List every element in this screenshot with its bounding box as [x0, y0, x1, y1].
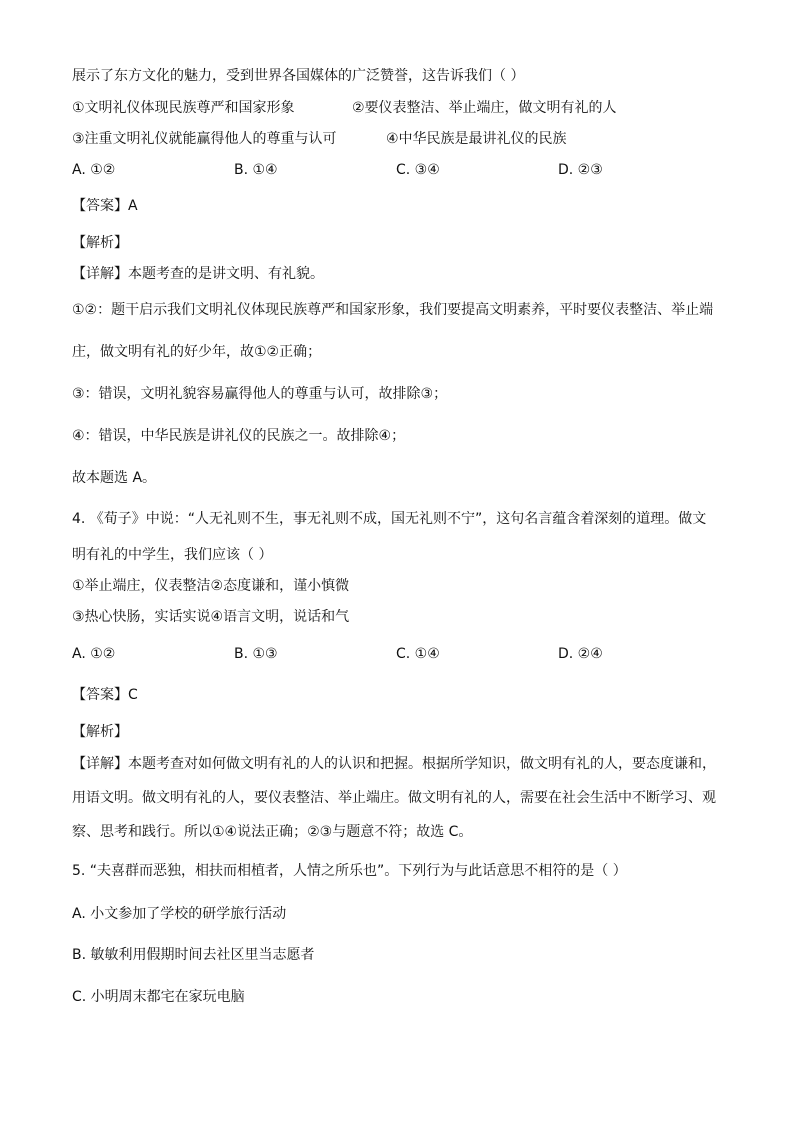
q3-option-c: C. ③④ [396, 162, 440, 178]
q4-answer: 【答案】C [72, 687, 138, 703]
q3-statement-4: ④中华民族是最讲礼仪的民族 [386, 131, 567, 147]
q5-stem: 5. “夫喜群而恶独，相扶而相植者，人情之所乐也”。下列行为与此话意思不相符的是（ ） [72, 863, 627, 879]
q3-statement-2: ②要仪表整洁、举止端庄，做文明有礼的人 [352, 100, 617, 116]
q3-statement-3: ③注重文明礼仪就能赢得他人的尊重与认可 [72, 131, 337, 147]
q4-explain-line-1: 【详解】本题考查对如何做文明有礼的人的认识和把握。根据所学知识，做文明有礼的人，要态度谦和， [72, 756, 716, 772]
q5-option-c: C. 小明周末都宅在家玩电脑 [72, 989, 245, 1005]
q3-explain-line-1: ①②：题干启示我们文明礼仪体现民族尊严和国家形象，我们要提高文明素养，平时要仪表整洁、举止端 [72, 302, 714, 318]
q3-analysis-label: 【解析】 [72, 235, 128, 251]
q4-stem-line-1: 4. 《荀子》中说：“人无礼则不生，事无礼则不成，国无礼则不宁”，这句名言蕴含着深刻的道理。做文 [72, 511, 707, 527]
q3-option-a: A. ①② [72, 162, 116, 178]
q5-option-b: B. 敏敏利用假期时间去社区里当志愿者 [72, 947, 315, 963]
q4-option-b: B. ①③ [234, 646, 278, 662]
q4-statement-row-1: ①举止端庄，仪表整洁②态度谦和，谨小慎微 [72, 578, 350, 594]
q5-option-a: A. 小文参加了学校的研学旅行活动 [72, 906, 287, 922]
q3-detail: 【详解】本题考查的是讲文明、有礼貌。 [72, 266, 324, 282]
q3-statement-1: ①文明礼仪体现民族尊严和国家形象 [72, 100, 295, 116]
q3-explain-line-4: ④：错误，中华民族是讲礼仪的民族之一。故排除④； [72, 428, 406, 444]
q3-explain-line-2: 庄，做文明有礼的好少年，故①②正确； [72, 344, 322, 360]
q3-explain-line-3: ③：错误，文明礼貌容易赢得他人的尊重与认可，故排除③； [72, 386, 448, 402]
q4-analysis-label: 【解析】 [72, 724, 128, 740]
q3-explain-line-5: 故本题选 A。 [72, 470, 157, 486]
q3-answer: 【答案】A [72, 198, 138, 214]
q4-explain-line-2: 用语文明。做文明有礼的人，要仪表整洁、举止端庄。做文明有礼的人，需要在社会生活中不断学习、观 [72, 790, 716, 806]
q4-statement-row-2: ③热心快肠，实话实说④语言文明，说话和气 [72, 609, 350, 625]
q4-option-d: D. ②④ [558, 646, 603, 662]
q3-option-d: D. ②③ [558, 162, 603, 178]
q4-stem-line-2: 明有礼的中学生，我们应该（ ） [72, 547, 273, 563]
q4-option-c: C. ①④ [396, 646, 440, 662]
q3-option-b: B. ①④ [234, 162, 278, 178]
q4-option-a: A. ①② [72, 646, 116, 662]
q3-stem-tail: 展示了东方文化的魅力，受到世界各国媒体的广泛赞誉，这告诉我们（ ） [72, 68, 525, 84]
q4-explain-line-3: 察、思考和践行。所以①④说法正确；②③与题意不符；故选 C。 [72, 824, 473, 840]
